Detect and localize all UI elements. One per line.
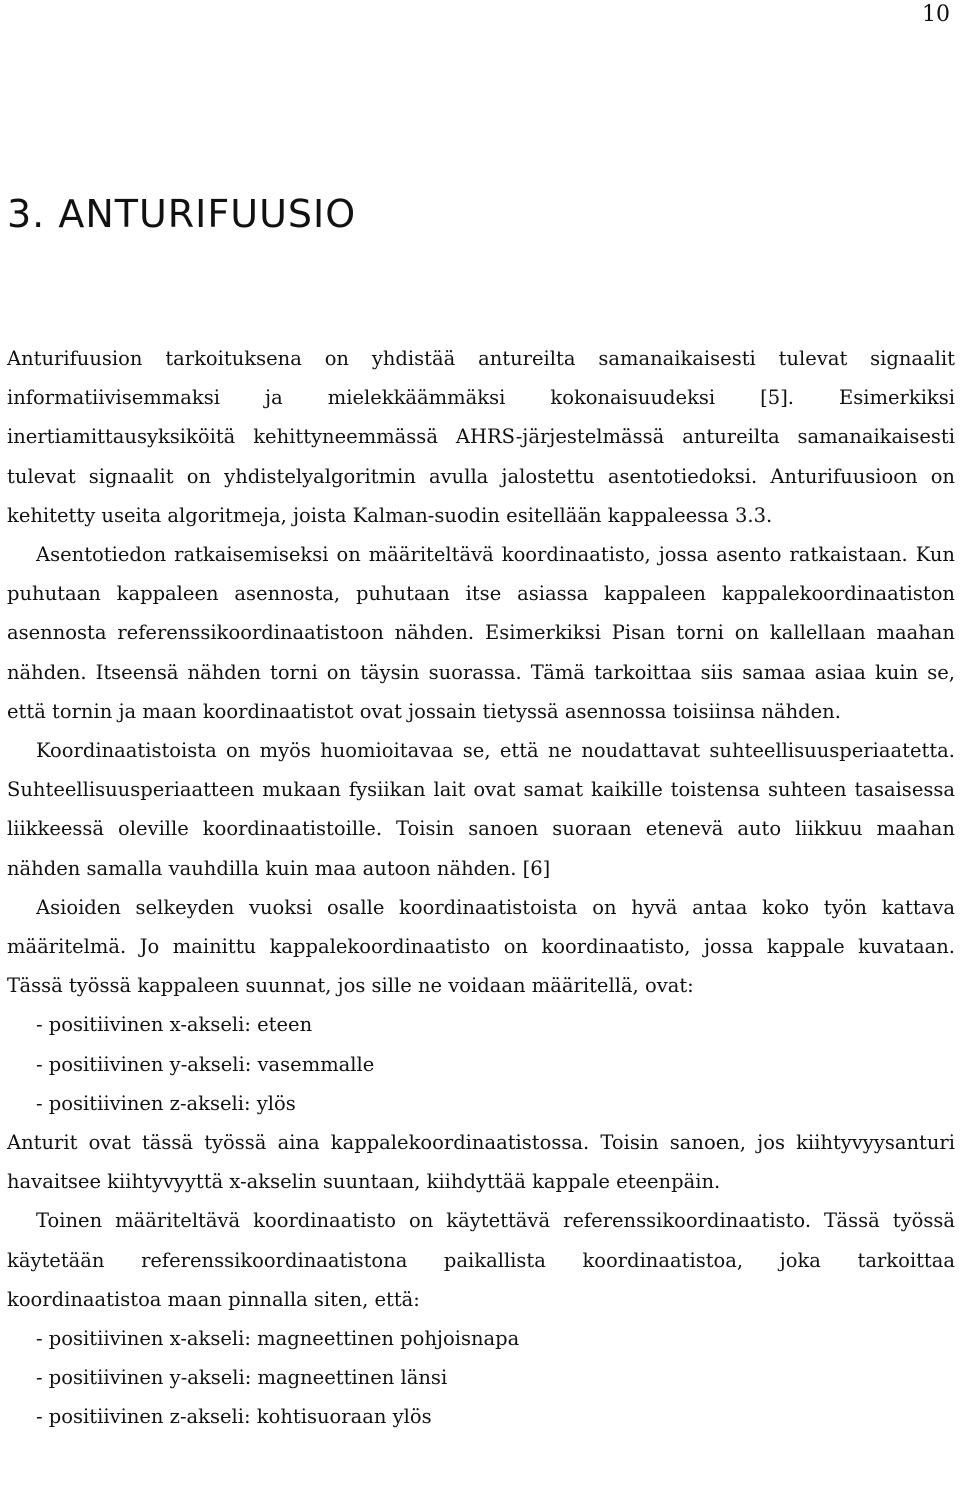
body-axes-list xyxy=(7,1005,955,1123)
paragraph-anturit: Anturit ovat tässä työssä aina kappalekoordinaatistossa. Toisin sanoen, jos kiihtyvyysanturi havaitsee kiihtyvyyttä x-akselin suuntaan, kiihdyttää kappale eteenpäin. xyxy=(7,1131,955,1194)
list-item: - positiivinen x-akseli: eteen xyxy=(36,1013,313,1037)
paragraph-asentotieto: Asentotiedon ratkaisemiseksi on määriteltävä koordinaatisto, jossa asento ratkaistaan. Kun puhutaan kappaleen asennosta, puhutaan itse asiassa kappaleen kappalekoordinaatiston asennosta referenssikoordinaatistoon nähden. Esimerkiksi Pisan torni on kallellaan maahan nähden. Itseensä nähden torni on täysin suorassa. Tämä tarkoittaa siis samaa asiaa kuin se, että tornin ja maan koordinaatistot ovat jossain tietyssä asennossa toisiinsa nähden. xyxy=(7,543,955,723)
list-item: - positiivinen z-akseli: kohtisuoraan ylös xyxy=(36,1405,432,1429)
page-number: 10 xyxy=(922,2,950,27)
list-item: - positiivinen y-akseli: magneettinen länsi xyxy=(36,1366,448,1390)
paragraph-kappalekoordinaatisto: Asioiden selkeyden vuoksi osalle koordinaatistoista on hyvä antaa koko työn kattava määritelmä. Jo mainittu kappalekoordinaatisto on koordinaatisto, jossa kappale kuvataan. Tässä työssä kappaleen suunnat, jos sille ne voidaan määritellä, ovat: xyxy=(7,895,955,998)
body-text xyxy=(7,339,955,1437)
chapter-title: 3. ANTURIFUUSIO xyxy=(7,192,357,236)
paragraph-suhteellisuus: Koordinaatistoista on myös huomioitavaa se, että ne noudattavat suhteellisuusperiaatetta. Suhteellisuusperiaatteen mukaan fysiikan lait ovat samat kaikille toistensa suhteen tasaisessa liikkeessä oleville koordinaatistoille. Toisin sanoen suoraan etenevä auto liikkuu maahan nähden samalla vauhdilla kuin maa autoon nähden. [6] xyxy=(7,739,955,880)
reference-axes-list xyxy=(7,1319,955,1437)
list-item: - positiivinen x-akseli: magneettinen pohjoisnapa xyxy=(36,1327,520,1351)
paragraph-anturifuusio: Anturifuusion tarkoituksena on yhdistää antureilta samanaikaisesti tulevat signaalit informatiivisemmaksi ja mielekkäämmäksi kokonaisuudeksi [5]. Esimerkiksi inertiamittausyksiköitä kehittyneemmässä AHRS-järjestelmässä antureilta samanaikaisesti tulevat signaalit on yhdistelyalgoritmin avulla jalostettu asentotiedoksi. Anturifuusioon on kehitetty useita algoritmeja, joista Kalman-suodin esitellään kappaleessa 3.3. xyxy=(7,347,955,527)
list-item: - positiivinen y-akseli: vasemmalle xyxy=(36,1052,375,1076)
list-item: - positiivinen z-akseli: ylös xyxy=(36,1091,296,1115)
paragraph-referenssikoordinaatisto: Toinen määriteltävä koordinaatisto on käytettävä referenssikoordinaatisto. Tässä työssä käytetään referenssikoordinaatistona paikallista koordinaatistoa, joka tarkoittaa koordinaatistoa maan pinnalla siten, että: xyxy=(7,1209,955,1311)
